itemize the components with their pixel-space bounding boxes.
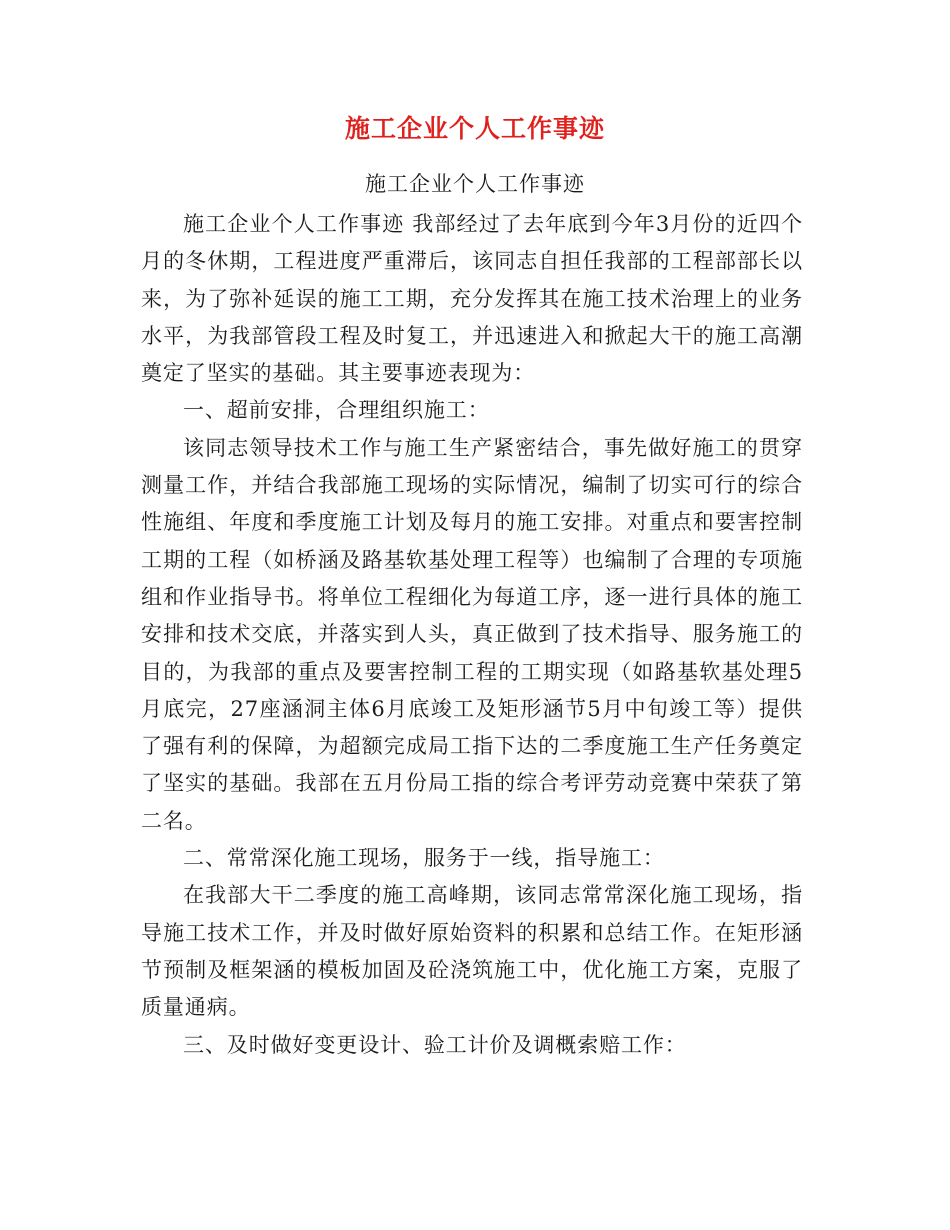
document-subtitle: 施工企业个人工作事迹 [365,172,585,196]
paragraph-section-2: 在我部大干二季度的施工高峰期，该同志常常深化施工现场，指导施工技术工作，并及时做好原始资料的积累和总结工作。在矩形涵节预制及框架涵的模板加固及砼浇筑施工中，优化施工方案，克服了质量通病。 [141,883,803,1020]
document-body [141,206,803,1064]
paragraph-section-1: 该同志领导技术工作与施工生产紧密结合，事先做好施工的贯穿测量工作，并结合我部施工现场的实际情况，编制了切实可行的综合性施组、年度和季度施工计划及每月的施工安排。对重点和要害控制工期的工程（如桥涵及路基软基处理工程等）也编制了合理的专项施组和作业指导书。将单位工程细化为每道工序，逐一进行具体的施工安排和技术交底，并落实到人头，真正做到了技术指导、服务施工的目的，为我部的重点及要害控制工程的工期实现（如路基软基处理5月底完，27座涵洞主体6月底竣工及矩形涵节5月中旬竣工等）提供了强有利的保障，为超额完成局工指下达的二季度施工生产任务奠定了坚实的基础。我部在五月份局工指的综合考评劳动竞赛中荣获了第二名。 [141,435,803,833]
paragraph-intro: 施工企业个人工作事迹 我部经过了去年底到今年3月份的近四个月的冬休期，工程进度严重滞后，该同志自担任我部的工程部部长以来，为了弥补延误的施工工期，充分发挥其在施工技术治理上的业务水平，为我部管段工程及时复工，并迅速进入和掀起大干的施工高潮奠定了坚实的基础。其主要事迹表现为： [141,212,803,386]
section-heading-2: 二、常常深化施工现场，服务于一线，指导施工： [183,846,665,871]
section-heading-3: 三、及时做好变更设计、验工计价及调概索赔工作： [183,1032,687,1057]
section-heading-1: 一、超前安排，合理组织施工： [183,398,490,423]
document-title: 施工企业个人工作事迹 [344,114,605,143]
